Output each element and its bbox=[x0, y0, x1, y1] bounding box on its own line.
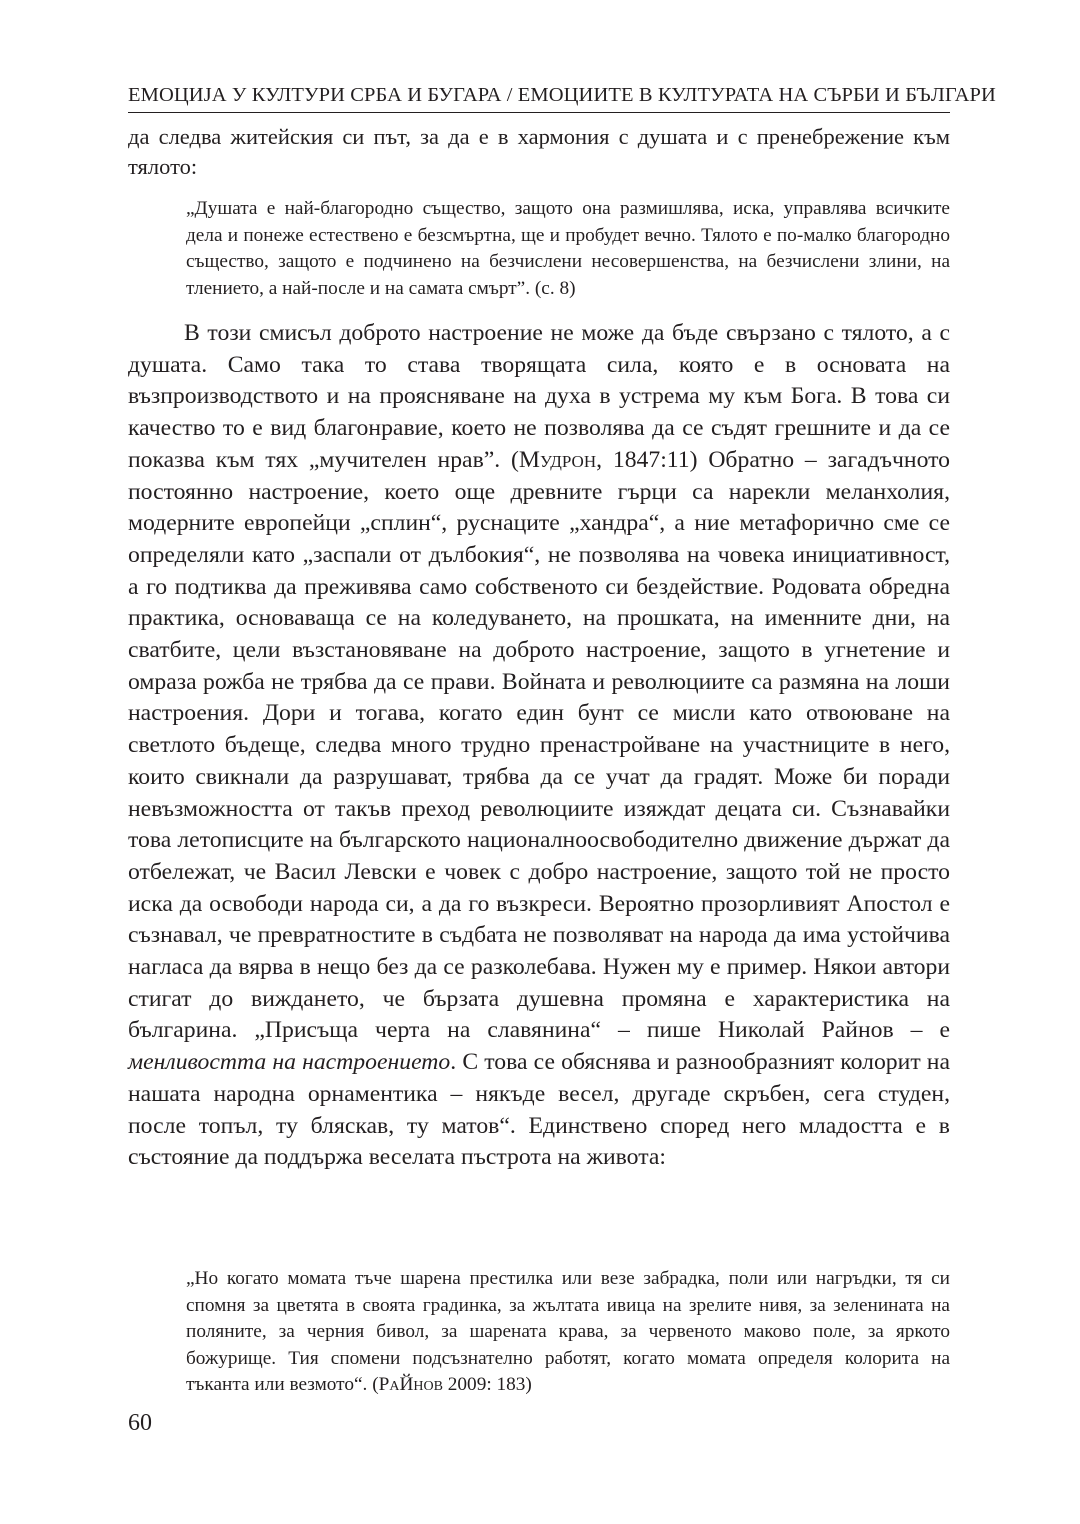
citation-author-rainov: РаЙнов bbox=[378, 1374, 443, 1395]
citation-tail: 2009: 183) bbox=[442, 1374, 532, 1395]
body-text-part-1: В този смисъл доброто настроение не може да бъде свързано с тялото, а с душата. Само така то става творящата сила, която е в основата на възпроизводството и на проясняване на духа в устрема му към Бога. В това си качество то е вид благонравие, което не позволява да се съдят грешните и да се показва към тях „мучителен нрав”. ( bbox=[128, 320, 950, 473]
page-number: 60 bbox=[128, 1410, 152, 1436]
emphasis-text: менливостта на настроението bbox=[128, 1049, 451, 1076]
block-quote-soul: „Душата е най-благородно същество, защото она размишлява, иска, управлява всичките дела и понеже естествено е безсмъртна, ще и пробудет вечно. Тялото е по-малко благородно същество, защото е подчинено на безчислени несовершенства, на безчислени злини, на тлението, а най-после и на самата смърт”. (с. 8) bbox=[186, 198, 950, 299]
running-head: ЕМОЦИЈА У КУЛТУРИ СРБА И БУГАРА / ЕМОЦИИТЕ В КУЛТУРАТА НА СЪРБИ И БЪЛГАРИ bbox=[128, 84, 996, 106]
quote-text: „Но когато момата тъче шарена престилка или везе забрадка, поли или нагръдки, тя си спомня за цветята в своята градинка, за жълтата ивица на зрелите нивя, за зеленината на поляните, за черния бивол, за шарената крава, за червеното маково поле, за яркото божурище. Тия спомени подсъзнателно работят, когато момата определя колорита на тъканта или везмото“. ( bbox=[186, 1268, 950, 1395]
body-paragraph bbox=[128, 318, 950, 1174]
lead-paragraph: да следва житейския си път, за да е в хармония с душата и с пренебрежение към тялото: bbox=[128, 124, 950, 179]
header-rule bbox=[128, 112, 950, 113]
citation-author-mudron: Мудрон bbox=[518, 446, 597, 473]
body-text-part-2: , 1847:11) Обратно – загадъчното постоянно настроение, което още древните гърци са нарекли меланхолия, модерните европейци „сплин“, руснаците „хандра“, а ние метафорично сме се определяли като „заспали от дълбокия“, не позволява на човека инициативност, а го подтиква да преживява само собственото си бездействие. Родовата обредна практика, основаваща се на коледуването, на прошката, на именните дни, на сватбите, цели възстановяване на доброто настроение, защото в угнетение и омраза рожба не трябва да се прави. Войната и революциите са размяна на лоши настроения. Дори и тогава, когато един бунт се мисли като отвоюване на светлото бъдеще, следва много трудно пренастройване на участниците в него, които свикнали да разрушават, трябва да се учат да градят. Може би поради невъзможността от такъв преход революциите изяждат децата си. Съзнавайки това летописците на българското националноосвободително движение държат да отбележат, че Васил Левски е човек с добро настроение, защото той не просто иска да освободи народа си, а да го възкреси. Вероятно прозорливият Апостол е съзнавал, че превратностите в съдбата не позволяват на народа да има устойчива нагласа да вярва в нещо без да се разколебава. Нужен му е пример. Някои автори стигат до виждането, че бързата душевна промяна е характеристика на българина. „Присъща черта на славянина“ – пише Николай Райнов – е bbox=[128, 446, 950, 1044]
block-quote-rainov bbox=[186, 1266, 950, 1399]
body-text-part-3: . С това се обяснява и разнообразният колорит на нашата народна орнаментика – някъде весел, другаде скръбен, сега студен, после топъл, ту бляскав, ту матов“. Единствено според него младостта е в състояние да поддържа веселата пъстрота на живота: bbox=[128, 1049, 950, 1171]
